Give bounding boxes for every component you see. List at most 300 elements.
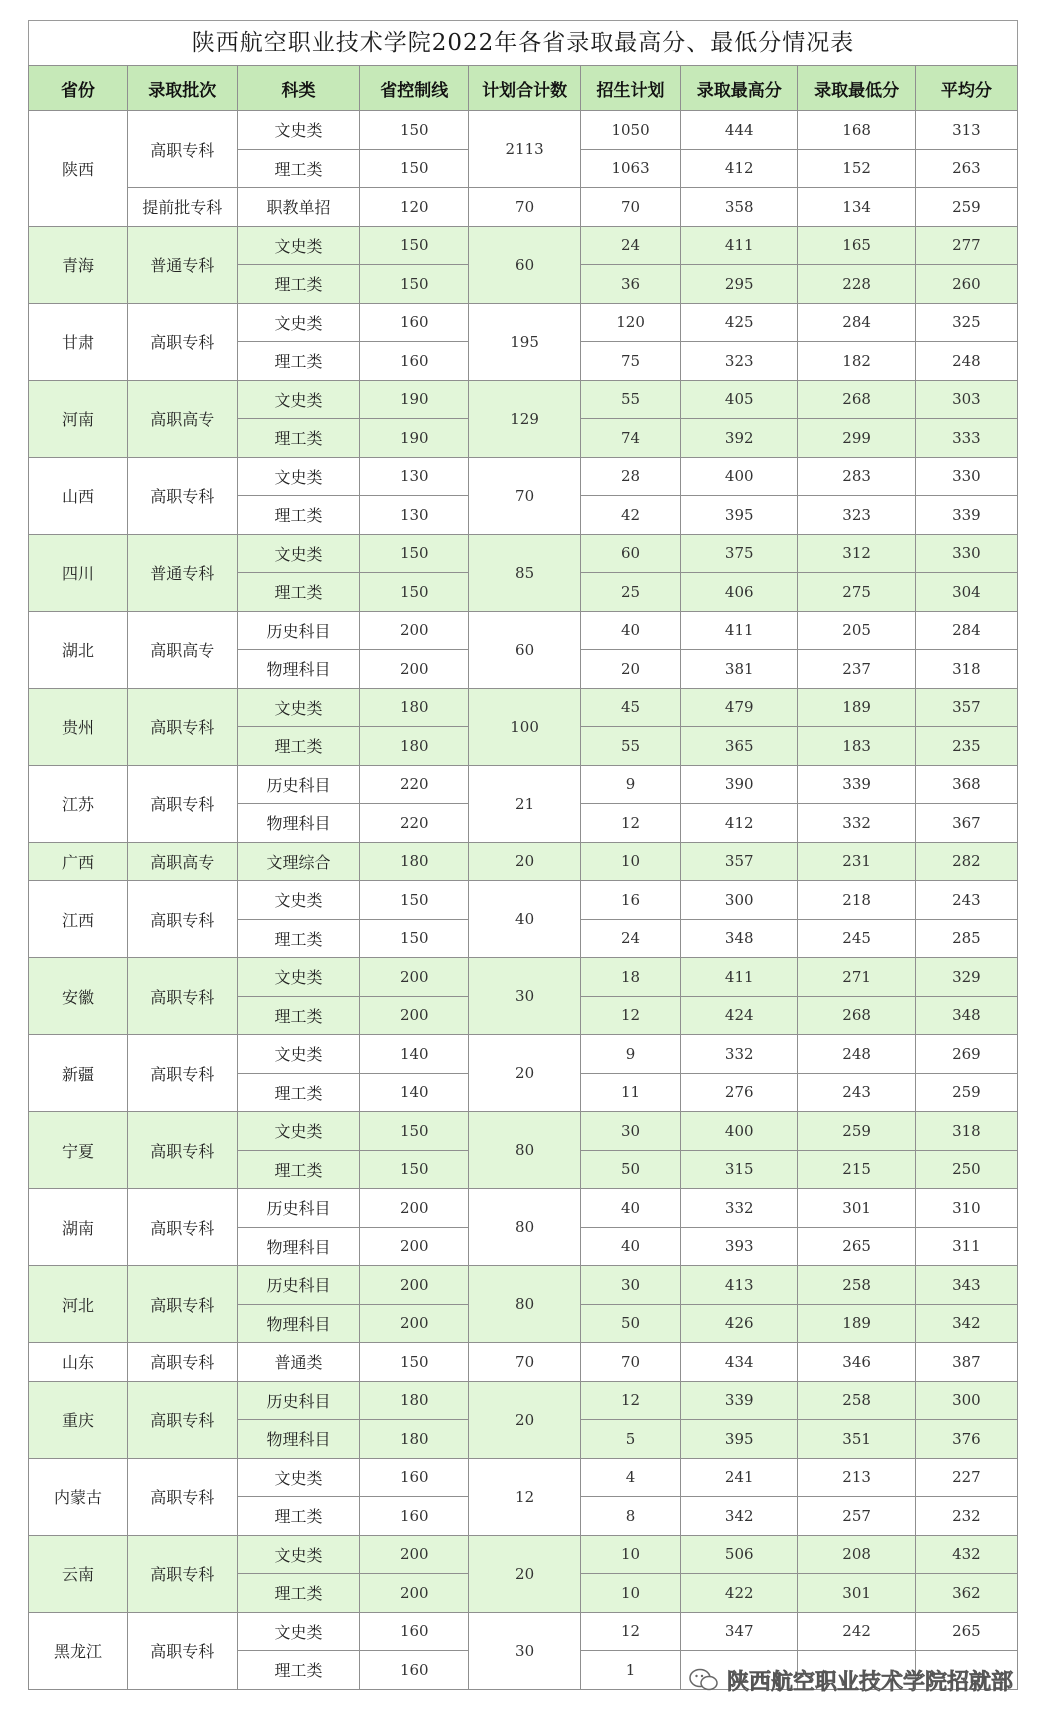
avg-score-cell: 243 <box>915 881 1017 920</box>
plan-total-cell: 60 <box>469 226 581 303</box>
min-score-cell: 284 <box>798 303 915 342</box>
category-cell: 文理综合 <box>237 842 360 881</box>
plan-total-cell: 20 <box>469 1035 581 1112</box>
plan-cell: 12 <box>581 804 681 843</box>
control-line-cell: 220 <box>360 765 469 804</box>
header-cell: 录取批次 <box>127 66 237 111</box>
avg-score-cell: 342 <box>915 1304 1017 1343</box>
max-score-cell: 332 <box>681 1189 798 1228</box>
plan-cell: 30 <box>581 1266 681 1305</box>
category-cell: 文史类 <box>237 1112 360 1151</box>
plan-cell: 55 <box>581 380 681 419</box>
control-line-cell: 190 <box>360 380 469 419</box>
table-row <box>29 1343 1018 1382</box>
control-line-cell: 150 <box>360 573 469 612</box>
avg-score-cell: 348 <box>915 996 1017 1035</box>
avg-score-cell: 250 <box>915 1150 1017 1189</box>
min-score-cell: 189 <box>798 1304 915 1343</box>
avg-score-cell: 310 <box>915 1189 1017 1228</box>
avg-score-cell: 248 <box>915 342 1017 381</box>
max-score-cell: 424 <box>681 996 798 1035</box>
max-score-cell: 405 <box>681 380 798 419</box>
plan-cell: 42 <box>581 496 681 535</box>
avg-score-cell: 318 <box>915 1112 1017 1151</box>
avg-score-cell: 260 <box>915 265 1017 304</box>
plan-total-cell: 195 <box>469 303 581 380</box>
min-score-cell: 134 <box>798 188 915 227</box>
category-cell: 理工类 <box>237 149 360 188</box>
plan-cell: 24 <box>581 919 681 958</box>
control-line-cell: 140 <box>360 1073 469 1112</box>
control-line-cell: 200 <box>360 1304 469 1343</box>
avg-score-cell: 387 <box>915 1343 1017 1382</box>
min-score-cell: 208 <box>798 1535 915 1574</box>
batch-cell: 高职专科 <box>127 1035 237 1112</box>
control-line-cell: 200 <box>360 1189 469 1228</box>
plan-cell: 11 <box>581 1073 681 1112</box>
header-cell: 平均分 <box>915 66 1017 111</box>
category-cell: 物理科目 <box>237 650 360 689</box>
min-score-cell: 152 <box>798 149 915 188</box>
min-score-cell: 257 <box>798 1497 915 1536</box>
control-line-cell: 150 <box>360 226 469 265</box>
min-score-cell: 312 <box>798 534 915 573</box>
avg-score-cell: 343 <box>915 1266 1017 1305</box>
category-cell: 理工类 <box>237 573 360 612</box>
table-row <box>29 1112 1018 1151</box>
plan-total-cell: 80 <box>469 1112 581 1189</box>
avg-score-cell: 232 <box>915 1497 1017 1536</box>
avg-score-cell: 368 <box>915 765 1017 804</box>
plan-cell: 10 <box>581 1535 681 1574</box>
category-cell: 理工类 <box>237 419 360 458</box>
max-score-cell: 276 <box>681 1073 798 1112</box>
avg-score-cell: 304 <box>915 573 1017 612</box>
province-cell: 内蒙古 <box>29 1458 128 1535</box>
max-score-cell: 425 <box>681 303 798 342</box>
category-cell: 职教单招 <box>237 188 360 227</box>
min-score-cell: 268 <box>798 996 915 1035</box>
avg-score-cell: 376 <box>915 1420 1017 1459</box>
plan-cell: 1063 <box>581 149 681 188</box>
min-score-cell: 183 <box>798 727 915 766</box>
max-score-cell: 411 <box>681 611 798 650</box>
batch-cell: 高职专科 <box>127 1535 237 1612</box>
watermark-text: 陕西航空职业技术学院招就部 <box>726 1669 1013 1695</box>
table-row <box>29 1189 1018 1228</box>
max-score-cell: 422 <box>681 1574 798 1613</box>
max-score-cell: 323 <box>681 342 798 381</box>
control-line-cell: 200 <box>360 996 469 1035</box>
category-cell: 历史科目 <box>237 1266 360 1305</box>
control-line-cell: 200 <box>360 611 469 650</box>
min-score-cell: 346 <box>798 1343 915 1382</box>
plan-cell: 1 <box>581 1651 681 1690</box>
max-score-cell: 506 <box>681 1535 798 1574</box>
plan-total-cell: 100 <box>469 688 581 765</box>
min-score-cell: 283 <box>798 457 915 496</box>
avg-score-cell: 325 <box>915 303 1017 342</box>
category-cell: 物理科目 <box>237 804 360 843</box>
max-score-cell: 375 <box>681 534 798 573</box>
control-line-cell: 150 <box>360 534 469 573</box>
plan-cell: 60 <box>581 534 681 573</box>
plan-cell: 28 <box>581 457 681 496</box>
table-row <box>29 1458 1018 1497</box>
plan-total-cell: 40 <box>469 881 581 958</box>
plan-cell: 1050 <box>581 111 681 150</box>
province-cell: 广西 <box>29 842 128 881</box>
batch-cell: 高职专科 <box>127 1612 237 1689</box>
min-score-cell: 228 <box>798 265 915 304</box>
province-cell: 河北 <box>29 1266 128 1343</box>
table-row <box>29 303 1018 342</box>
table-row <box>29 881 1018 920</box>
control-line-cell: 160 <box>360 303 469 342</box>
avg-score-cell: 311 <box>915 1227 1017 1266</box>
table-row <box>29 226 1018 265</box>
min-score-cell: 218 <box>798 881 915 920</box>
plan-cell: 40 <box>581 611 681 650</box>
control-line-cell: 160 <box>360 1497 469 1536</box>
plan-cell: 4 <box>581 1458 681 1497</box>
table-row <box>29 1381 1018 1420</box>
table-row <box>29 688 1018 727</box>
wechat-icon <box>689 1667 719 1693</box>
province-cell: 新疆 <box>29 1035 128 1112</box>
category-cell: 理工类 <box>237 1150 360 1189</box>
batch-cell: 高职专科 <box>127 958 237 1035</box>
province-cell: 贵州 <box>29 688 128 765</box>
max-score-cell: 295 <box>681 265 798 304</box>
batch-cell: 高职专科 <box>127 111 237 188</box>
plan-total-cell: 20 <box>469 1535 581 1612</box>
min-score-cell: 168 <box>798 111 915 150</box>
province-cell: 四川 <box>29 534 128 611</box>
plan-total-cell: 80 <box>469 1189 581 1266</box>
control-line-cell: 200 <box>360 1266 469 1305</box>
min-score-cell: 268 <box>798 380 915 419</box>
min-score-cell: 213 <box>798 1458 915 1497</box>
control-line-cell: 150 <box>360 919 469 958</box>
category-cell: 历史科目 <box>237 611 360 650</box>
header-row <box>29 66 1018 111</box>
min-score-cell: 242 <box>798 1612 915 1651</box>
category-cell: 理工类 <box>237 1574 360 1613</box>
province-cell: 江西 <box>29 881 128 958</box>
table-row <box>29 1612 1018 1651</box>
plan-total-cell: 20 <box>469 1381 581 1458</box>
control-line-cell: 200 <box>360 958 469 997</box>
table-row <box>29 1535 1018 1574</box>
avg-score-cell: 300 <box>915 1381 1017 1420</box>
control-line-cell: 150 <box>360 149 469 188</box>
control-line-cell: 180 <box>360 1420 469 1459</box>
batch-cell: 高职专科 <box>127 765 237 842</box>
avg-score-cell: 357 <box>915 688 1017 727</box>
max-score-cell: 315 <box>681 1150 798 1189</box>
control-line-cell: 180 <box>360 727 469 766</box>
avg-score-cell: 265 <box>915 1612 1017 1651</box>
avg-score-cell: 362 <box>915 1574 1017 1613</box>
avg-score-cell: 263 <box>915 149 1017 188</box>
plan-cell: 12 <box>581 1381 681 1420</box>
min-score-cell: 258 <box>798 1381 915 1420</box>
plan-cell: 50 <box>581 1150 681 1189</box>
province-cell: 宁夏 <box>29 1112 128 1189</box>
max-score-cell: 479 <box>681 688 798 727</box>
max-score-cell: 411 <box>681 958 798 997</box>
avg-score-cell: 269 <box>915 1035 1017 1074</box>
category-cell: 物理科目 <box>237 1304 360 1343</box>
province-cell: 湖北 <box>29 611 128 688</box>
max-score-cell: 365 <box>681 727 798 766</box>
max-score-cell: 395 <box>681 1420 798 1459</box>
max-score-cell: 358 <box>681 188 798 227</box>
plan-cell: 18 <box>581 958 681 997</box>
min-score-cell: 182 <box>798 342 915 381</box>
province-cell: 山西 <box>29 457 128 534</box>
avg-score-cell: 284 <box>915 611 1017 650</box>
control-line-cell: 200 <box>360 1535 469 1574</box>
plan-total-cell: 70 <box>469 188 581 227</box>
min-score-cell: 237 <box>798 650 915 689</box>
max-score-cell: 381 <box>681 650 798 689</box>
batch-cell: 高职专科 <box>127 1112 237 1189</box>
document-frame <box>28 20 1018 1694</box>
plan-cell: 120 <box>581 303 681 342</box>
plan-cell: 50 <box>581 1304 681 1343</box>
max-score-cell: 426 <box>681 1304 798 1343</box>
category-cell: 理工类 <box>237 727 360 766</box>
avg-score-cell: 303 <box>915 380 1017 419</box>
avg-score-cell: 339 <box>915 496 1017 535</box>
control-line-cell: 180 <box>360 1381 469 1420</box>
min-score-cell: 323 <box>798 496 915 535</box>
min-score-cell: 351 <box>798 1420 915 1459</box>
table-row <box>29 1035 1018 1074</box>
avg-score-cell: 227 <box>915 1458 1017 1497</box>
plan-cell: 45 <box>581 688 681 727</box>
plan-cell: 24 <box>581 226 681 265</box>
plan-total-cell: 21 <box>469 765 581 842</box>
category-cell: 文史类 <box>237 380 360 419</box>
min-score-cell: 301 <box>798 1574 915 1613</box>
table-row <box>29 457 1018 496</box>
category-cell: 文史类 <box>237 303 360 342</box>
control-line-cell: 150 <box>360 1150 469 1189</box>
plan-cell: 12 <box>581 996 681 1035</box>
control-line-cell: 150 <box>360 265 469 304</box>
batch-cell: 高职专科 <box>127 1458 237 1535</box>
min-score-cell: 205 <box>798 611 915 650</box>
min-score-cell: 165 <box>798 226 915 265</box>
category-cell: 理工类 <box>237 1497 360 1536</box>
control-line-cell: 150 <box>360 1112 469 1151</box>
avg-score-cell: 333 <box>915 419 1017 458</box>
batch-cell: 高职专科 <box>127 881 237 958</box>
batch-cell: 高职高专 <box>127 842 237 881</box>
max-score-cell: 406 <box>681 573 798 612</box>
batch-cell: 高职专科 <box>127 303 237 380</box>
table-row <box>29 1266 1018 1305</box>
batch-cell: 高职专科 <box>127 1343 237 1382</box>
min-score-cell: 259 <box>798 1112 915 1151</box>
province-cell: 湖南 <box>29 1189 128 1266</box>
avg-score-cell: 330 <box>915 534 1017 573</box>
category-cell: 文史类 <box>237 958 360 997</box>
plan-cell: 36 <box>581 265 681 304</box>
category-cell: 普通类 <box>237 1343 360 1382</box>
plan-total-cell: 129 <box>469 380 581 457</box>
max-score-cell: 411 <box>681 226 798 265</box>
category-cell: 历史科目 <box>237 765 360 804</box>
control-line-cell: 200 <box>360 1574 469 1613</box>
batch-cell: 高职专科 <box>127 1266 237 1343</box>
plan-cell: 9 <box>581 1035 681 1074</box>
plan-cell: 30 <box>581 1112 681 1151</box>
plan-cell: 70 <box>581 1343 681 1382</box>
page-title: 陕西航空职业技术学院2022年各省录取最高分、最低分情况表 <box>28 20 1018 65</box>
plan-cell: 25 <box>581 573 681 612</box>
control-line-cell: 160 <box>360 342 469 381</box>
header-cell: 省份 <box>29 66 128 111</box>
plan-cell: 75 <box>581 342 681 381</box>
plan-total-cell: 80 <box>469 1266 581 1343</box>
control-line-cell: 140 <box>360 1035 469 1074</box>
batch-cell: 高职高专 <box>127 380 237 457</box>
min-score-cell: 265 <box>798 1227 915 1266</box>
category-cell: 理工类 <box>237 919 360 958</box>
control-line-cell: 190 <box>360 419 469 458</box>
plan-total-cell: 12 <box>469 1458 581 1535</box>
province-cell: 安徽 <box>29 958 128 1035</box>
max-score-cell: 390 <box>681 765 798 804</box>
category-cell: 历史科目 <box>237 1381 360 1420</box>
category-cell: 文史类 <box>237 1035 360 1074</box>
min-score-cell: 248 <box>798 1035 915 1074</box>
province-cell: 陕西 <box>29 111 128 227</box>
plan-cell: 74 <box>581 419 681 458</box>
avg-score-cell: 259 <box>915 188 1017 227</box>
category-cell: 理工类 <box>237 496 360 535</box>
max-score-cell: 412 <box>681 149 798 188</box>
max-score-cell: 413 <box>681 1266 798 1305</box>
province-cell: 江苏 <box>29 765 128 842</box>
avg-score-cell: 282 <box>915 842 1017 881</box>
header-cell: 科类 <box>237 66 360 111</box>
batch-cell: 普通专科 <box>127 226 237 303</box>
category-cell: 理工类 <box>237 1073 360 1112</box>
plan-total-cell: 70 <box>469 1343 581 1382</box>
province-cell: 青海 <box>29 226 128 303</box>
batch-cell: 高职专科 <box>127 688 237 765</box>
plan-cell: 16 <box>581 881 681 920</box>
control-line-cell: 150 <box>360 111 469 150</box>
table-row <box>29 611 1018 650</box>
avg-score-cell: 367 <box>915 804 1017 843</box>
max-score-cell: 348 <box>681 919 798 958</box>
min-score-cell: 301 <box>798 1189 915 1228</box>
batch-cell: 高职高专 <box>127 611 237 688</box>
max-score-cell: 400 <box>681 457 798 496</box>
plan-cell: 8 <box>581 1497 681 1536</box>
control-line-cell: 220 <box>360 804 469 843</box>
plan-cell: 10 <box>581 1574 681 1613</box>
plan-total-cell: 60 <box>469 611 581 688</box>
watermark <box>689 1658 1013 1702</box>
avg-score-cell: 277 <box>915 226 1017 265</box>
min-score-cell: 189 <box>798 688 915 727</box>
control-line-cell: 150 <box>360 881 469 920</box>
min-score-cell: 271 <box>798 958 915 997</box>
category-cell: 文史类 <box>237 534 360 573</box>
category-cell: 理工类 <box>237 1651 360 1690</box>
plan-cell: 20 <box>581 650 681 689</box>
max-score-cell: 300 <box>681 881 798 920</box>
control-line-cell: 120 <box>360 188 469 227</box>
control-line-cell: 200 <box>360 1227 469 1266</box>
min-score-cell: 275 <box>798 573 915 612</box>
table-row <box>29 842 1018 881</box>
control-line-cell: 200 <box>360 650 469 689</box>
table-row <box>29 188 1018 227</box>
avg-score-cell: 313 <box>915 111 1017 150</box>
category-cell: 物理科目 <box>237 1420 360 1459</box>
batch-cell: 普通专科 <box>127 534 237 611</box>
plan-total-cell: 30 <box>469 958 581 1035</box>
batch-cell: 提前批专科 <box>127 188 237 227</box>
avg-score-cell: 235 <box>915 727 1017 766</box>
batch-cell: 高职专科 <box>127 1189 237 1266</box>
plan-total-cell: 70 <box>469 457 581 534</box>
category-cell: 文史类 <box>237 1458 360 1497</box>
category-cell: 文史类 <box>237 881 360 920</box>
control-line-cell: 160 <box>360 1458 469 1497</box>
avg-score-cell: 259 <box>915 1073 1017 1112</box>
control-line-cell: 130 <box>360 457 469 496</box>
plan-cell: 70 <box>581 188 681 227</box>
table-row <box>29 111 1018 150</box>
max-score-cell: 400 <box>681 1112 798 1151</box>
category-cell: 文史类 <box>237 1535 360 1574</box>
min-score-cell: 243 <box>798 1073 915 1112</box>
header-cell: 录取最低分 <box>798 66 915 111</box>
category-cell: 历史科目 <box>237 1189 360 1228</box>
control-line-cell: 160 <box>360 1612 469 1651</box>
admission-score-table <box>28 65 1018 1690</box>
max-score-cell: 339 <box>681 1381 798 1420</box>
table-row <box>29 958 1018 997</box>
avg-score-cell: 329 <box>915 958 1017 997</box>
category-cell: 文史类 <box>237 688 360 727</box>
plan-total-cell: 20 <box>469 842 581 881</box>
plan-cell: 40 <box>581 1189 681 1228</box>
table-body <box>29 111 1018 1690</box>
min-score-cell: 215 <box>798 1150 915 1189</box>
plan-cell: 9 <box>581 765 681 804</box>
avg-score-cell: 318 <box>915 650 1017 689</box>
plan-cell: 5 <box>581 1420 681 1459</box>
max-score-cell: 342 <box>681 1497 798 1536</box>
category-cell: 物理科目 <box>237 1227 360 1266</box>
min-score-cell: 245 <box>798 919 915 958</box>
plan-cell: 12 <box>581 1612 681 1651</box>
table-row <box>29 534 1018 573</box>
plan-total-cell: 85 <box>469 534 581 611</box>
province-cell: 甘肃 <box>29 303 128 380</box>
header-cell: 招生计划 <box>581 66 681 111</box>
